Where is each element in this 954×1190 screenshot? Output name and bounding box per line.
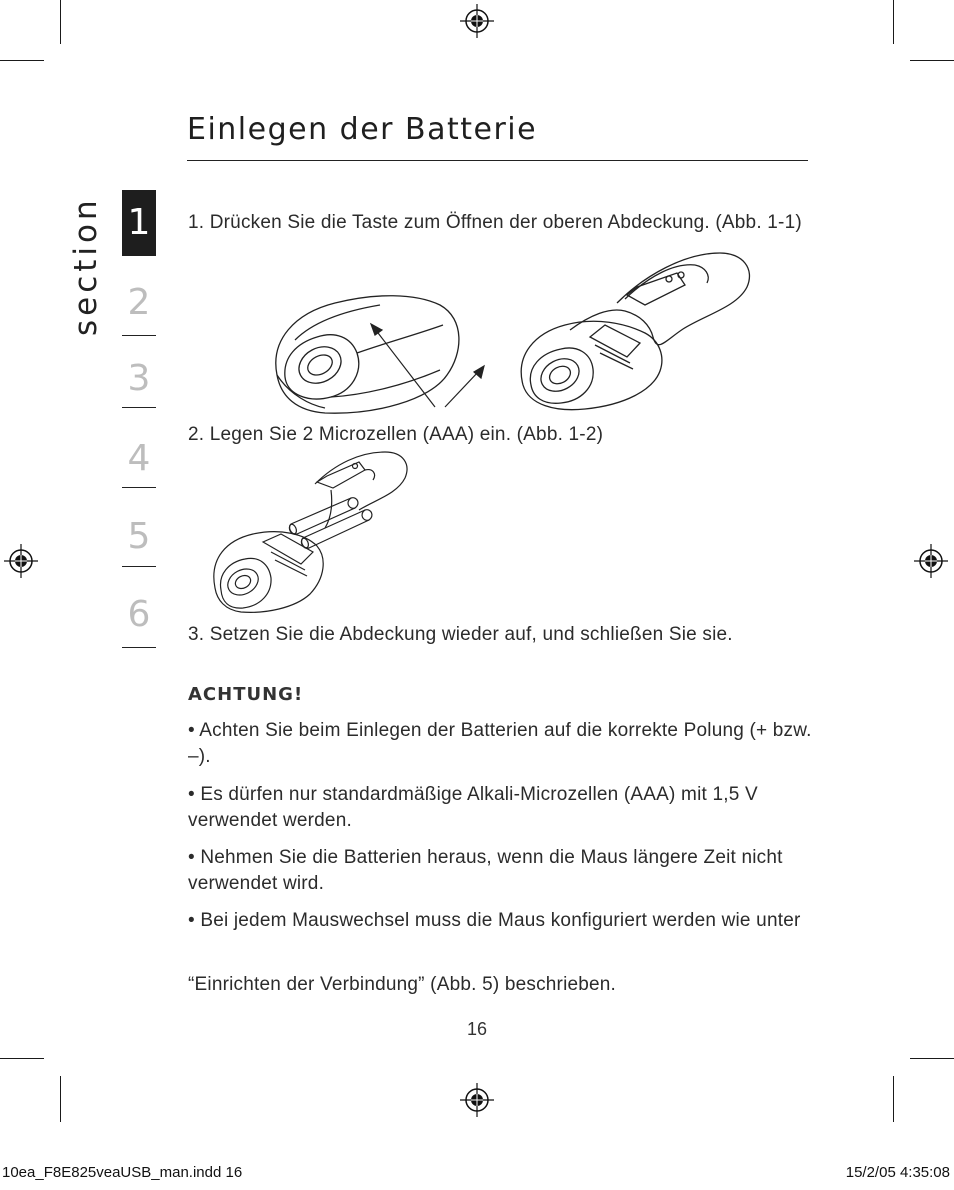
section-tab-6: 6: [127, 594, 151, 635]
registration-mark-icon: [460, 4, 494, 38]
figure-1-2-illustration: [205, 448, 415, 618]
crop-mark-icon: [910, 60, 954, 61]
page-number: 16: [466, 1019, 488, 1039]
page-title: Einlegen der Batterie: [187, 112, 538, 147]
registration-mark-icon: [914, 544, 948, 578]
section-divider: [122, 407, 156, 408]
step-3-text: 3. Setzen Sie die Abdeckung wieder auf, und schließen Sie sie.: [188, 624, 733, 645]
crop-mark-icon: [893, 0, 894, 44]
caution-item: • Achten Sie beim Einlegen der Batterien auf die korrekte Polung (+ bzw. –).: [188, 720, 812, 767]
crop-mark-icon: [60, 0, 61, 44]
registration-mark-icon: [4, 544, 38, 578]
step-2-text: 2. Legen Sie 2 Microzellen (AAA) ein. (Abb. 1-2): [188, 424, 604, 445]
section-divider: [122, 335, 156, 336]
caution-item: • Es dürfen nur standardmäßige Alkali-Microzellen (AAA) mit 1,5 V verwendet werden.: [188, 784, 758, 831]
section-divider: [122, 487, 156, 488]
caution-item: • Nehmen Sie die Batterien heraus, wenn die Maus längere Zeit nicht verwendet wird.: [188, 847, 783, 894]
section-divider: [122, 647, 156, 648]
section-tab-1: 1: [122, 190, 156, 256]
caution-heading: ACHTUNG!: [188, 684, 304, 705]
crop-mark-icon: [0, 60, 44, 61]
section-tab-2: 2: [127, 282, 151, 323]
title-underline: [187, 160, 808, 161]
section-tab-5: 5: [127, 516, 151, 557]
section-divider: [122, 566, 156, 567]
slug-timestamp: 15/2/05 4:35:08: [845, 1164, 950, 1181]
crop-mark-icon: [60, 1076, 61, 1122]
crop-mark-icon: [0, 1058, 44, 1059]
step-1-text: 1. Drücken Sie die Taste zum Öffnen der oberen Abdeckung. (Abb. 1-1): [188, 212, 802, 233]
caution-item: • Bei jedem Mauswechsel muss die Maus konfiguriert werden wie unter: [188, 910, 801, 931]
registration-mark-icon: [460, 1083, 494, 1117]
figure-1-1-illustration: [265, 245, 755, 415]
section-tab-3: 3: [127, 358, 151, 399]
slug-filename: 10ea_F8E825veaUSB_man.indd 16: [2, 1164, 243, 1181]
crop-mark-icon: [910, 1058, 954, 1059]
section-label: section: [68, 196, 104, 336]
crop-mark-icon: [893, 1076, 894, 1122]
section-tab-4: 4: [127, 438, 151, 479]
caution-reference: “Einrichten der Verbindung” (Abb. 5) beschrieben.: [188, 974, 617, 995]
